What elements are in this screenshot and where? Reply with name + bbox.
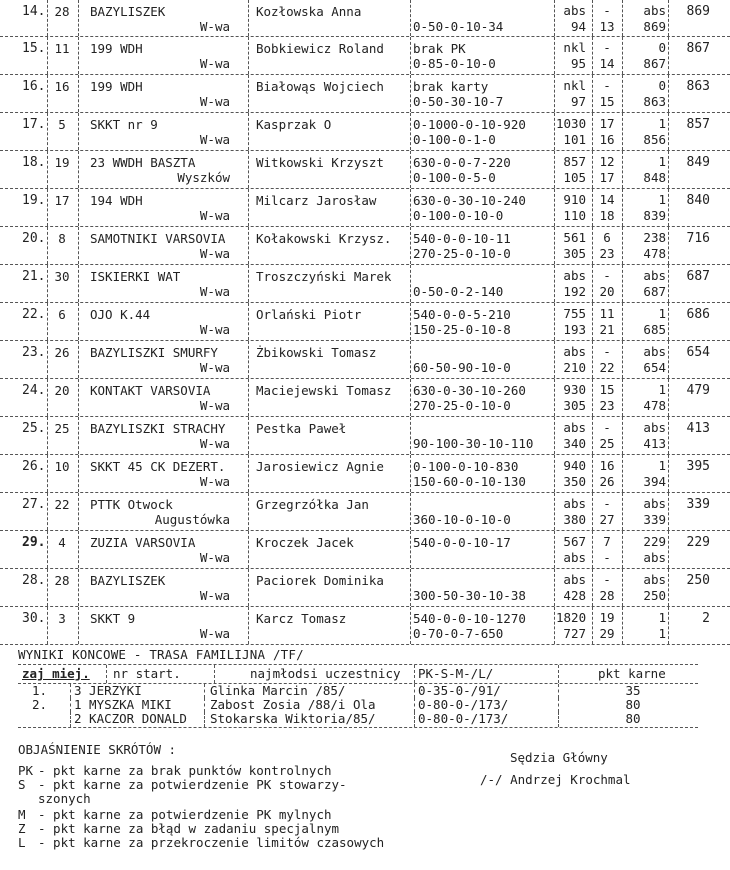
participant-name: Bobkiewicz Roland bbox=[256, 41, 384, 56]
participant-name: Pestka Paweł bbox=[256, 421, 347, 436]
legend-text: - pkt karne za przekroczenie limitów czasowych bbox=[38, 835, 385, 850]
score-b-2: 21 bbox=[599, 322, 615, 337]
score-b-2: 14 bbox=[599, 56, 615, 71]
participant-name: Orlański Piotr bbox=[256, 307, 362, 322]
score-c-2: 863 bbox=[643, 94, 666, 109]
penalty-line-2: 270-25-0-10-0 bbox=[413, 398, 511, 413]
team-city: W-wa bbox=[199, 94, 230, 109]
team-name: KONTAKT VARSOVIA bbox=[90, 383, 211, 398]
penalty-line-2: 0-100-0-5-0 bbox=[413, 170, 496, 185]
score-a-2: 305 bbox=[563, 398, 586, 413]
total-score: 413 bbox=[686, 421, 710, 436]
table-row bbox=[0, 531, 730, 569]
team-city: W-wa bbox=[199, 588, 230, 603]
pk-s-m-l: 0-80-0-/173/ bbox=[418, 711, 509, 726]
score-b-1: - bbox=[603, 420, 611, 435]
position: 26. bbox=[22, 459, 46, 474]
participant-name: Kroczek Jacek bbox=[256, 535, 354, 550]
start-number: 16 bbox=[54, 79, 70, 94]
position: 23. bbox=[22, 345, 46, 360]
total-score: 339 bbox=[686, 497, 710, 512]
penalty-line-2: 0-70-0-7-650 bbox=[413, 626, 504, 641]
team-city: W-wa bbox=[199, 19, 230, 34]
penalty-line-2: 90-100-30-10-110 bbox=[413, 436, 534, 451]
score-a-2: 210 bbox=[563, 360, 586, 375]
score-c-1: abs bbox=[643, 268, 666, 283]
start-number: 17 bbox=[54, 193, 70, 208]
score-a-2: 95 bbox=[570, 56, 586, 71]
score-a-1: 1820 bbox=[556, 610, 587, 625]
participant-name: Białowąs Wojciech bbox=[256, 79, 384, 94]
team-city: W-wa bbox=[199, 56, 230, 71]
score-c-2: 1 bbox=[658, 626, 666, 641]
team-name: 1 MYSZKA MIKI bbox=[74, 697, 172, 712]
score-b-2: 16 bbox=[599, 132, 615, 147]
position: 16. bbox=[22, 79, 46, 94]
score-b-1: 19 bbox=[599, 610, 615, 625]
score-c-1: 0 bbox=[658, 78, 666, 93]
team-city: W-wa bbox=[199, 436, 230, 451]
team-city: W-wa bbox=[199, 550, 230, 565]
score-b-2: 25 bbox=[599, 436, 615, 451]
column-header-youngest: najmłodsi uczestnicy bbox=[250, 666, 401, 681]
score-c-1: 1 bbox=[658, 382, 666, 397]
score-c-2: 867 bbox=[643, 56, 666, 71]
score-a-1: abs bbox=[563, 3, 586, 18]
team-name: SAMOTNIKI VARSOVIA bbox=[90, 231, 226, 246]
start-number: 10 bbox=[54, 459, 70, 474]
team-name: OJO K.44 bbox=[90, 307, 151, 322]
score-b-1: 6 bbox=[603, 230, 611, 245]
table-row bbox=[0, 379, 730, 417]
score-a-2: 340 bbox=[563, 436, 586, 451]
team-name: BAZYLISZKI STRACHY bbox=[90, 421, 226, 436]
score-c-1: abs bbox=[643, 420, 666, 435]
score-b-1: 12 bbox=[599, 154, 615, 169]
score-a-2: 380 bbox=[563, 512, 586, 527]
total-score: 2 bbox=[702, 611, 710, 626]
legend-text: szonych bbox=[38, 791, 91, 806]
score-c-2: 687 bbox=[643, 284, 666, 299]
position: 15. bbox=[22, 41, 46, 56]
score-a-1: nkl bbox=[563, 40, 586, 55]
penalty-line-1: 540-0-0-10-11 bbox=[413, 231, 511, 246]
score-b-2: 18 bbox=[599, 208, 615, 223]
total-score: 654 bbox=[686, 345, 710, 360]
penalty-line-1: 540-0-0-10-1270 bbox=[413, 611, 526, 626]
penalty-line-1: 630-0-30-10-260 bbox=[413, 383, 526, 398]
score-b-2: 29 bbox=[599, 626, 615, 641]
score-a-1: 561 bbox=[563, 230, 586, 245]
table-row bbox=[0, 341, 730, 379]
team-name: BAZYLISZKI SMURFY bbox=[90, 345, 218, 360]
score-c-1: 1 bbox=[658, 154, 666, 169]
penalty-line-1: 540-0-0-5-210 bbox=[413, 307, 511, 322]
score-c-2: 856 bbox=[643, 132, 666, 147]
penalty-line-1: brak karty bbox=[413, 79, 489, 94]
team-city: W-wa bbox=[199, 398, 230, 413]
table-row bbox=[0, 417, 730, 455]
total-score: 395 bbox=[686, 459, 710, 474]
penalty-line-2: 0-50-0-10-34 bbox=[413, 19, 504, 34]
position: 20. bbox=[22, 231, 46, 246]
table-row bbox=[0, 569, 730, 607]
score-a-1: nkl bbox=[563, 78, 586, 93]
score-a-1: 1030 bbox=[556, 116, 587, 131]
position: 25. bbox=[22, 421, 46, 436]
score-b-2: - bbox=[603, 550, 611, 565]
score-b-1: - bbox=[603, 3, 611, 18]
participant-name: Jarosiewicz Agnie bbox=[256, 459, 384, 474]
penalty-line-1: brak PK bbox=[413, 41, 466, 56]
score-c-1: 1 bbox=[658, 458, 666, 473]
start-number: 11 bbox=[54, 41, 70, 56]
position: 27. bbox=[22, 497, 46, 512]
score-c-1: 1 bbox=[658, 192, 666, 207]
total-score: 867 bbox=[686, 41, 710, 56]
score-b-1: 14 bbox=[599, 192, 615, 207]
participant-name: Milcarz Jarosław bbox=[256, 193, 377, 208]
position: 22. bbox=[22, 307, 46, 322]
table-row bbox=[0, 113, 730, 151]
team-city: W-wa bbox=[199, 208, 230, 223]
legend-title: OBJAŚNIENIE SKRÓTÓW : bbox=[18, 742, 177, 757]
penalty-line-2: 0-50-30-10-7 bbox=[413, 94, 504, 109]
total-score: 863 bbox=[686, 79, 710, 94]
start-number: 25 bbox=[54, 421, 70, 436]
position: 21. bbox=[22, 269, 46, 284]
team-city: W-wa bbox=[199, 132, 230, 147]
score-b-1: - bbox=[603, 78, 611, 93]
team-name: ISKIERKI WAT bbox=[90, 269, 181, 284]
position: 18. bbox=[22, 155, 46, 170]
score-a-2: 94 bbox=[570, 19, 586, 34]
participant-name: Witkowski Krzyszt bbox=[256, 155, 384, 170]
legend-key: M bbox=[18, 807, 26, 822]
youngest-participants: Stokarska Wiktoria/85/ bbox=[210, 711, 376, 726]
score-b-1: - bbox=[603, 572, 611, 587]
column-header-place: zaj miej. bbox=[22, 666, 90, 681]
place: 1. bbox=[32, 683, 48, 698]
position: 17. bbox=[22, 117, 46, 132]
total-score: 479 bbox=[686, 383, 710, 398]
table-row bbox=[0, 227, 730, 265]
score-b-1: 17 bbox=[599, 116, 615, 131]
team-name: 199 WDH bbox=[90, 79, 143, 94]
score-c-1: 238 bbox=[643, 230, 666, 245]
score-c-2: 848 bbox=[643, 170, 666, 185]
score-a-2: 101 bbox=[563, 132, 586, 147]
youngest-participants: Zabost Zosia /88/i Ola bbox=[210, 697, 376, 712]
position: 24. bbox=[22, 383, 46, 398]
table-row bbox=[18, 698, 698, 712]
team-name: 23 WWDH BASZTA bbox=[90, 155, 196, 170]
penalty-line-1: 630-0-0-7-220 bbox=[413, 155, 511, 170]
score-c-2: abs bbox=[643, 550, 666, 565]
table-row bbox=[0, 303, 730, 341]
score-a-2: 110 bbox=[563, 208, 586, 223]
score-c-2: 685 bbox=[643, 322, 666, 337]
team-city: W-wa bbox=[199, 284, 230, 299]
penalty-line-2: 0-50-0-2-140 bbox=[413, 284, 504, 299]
score-c-1: 0 bbox=[658, 40, 666, 55]
score-c-2: 339 bbox=[643, 512, 666, 527]
score-a-2: 428 bbox=[563, 588, 586, 603]
team-city: W-wa bbox=[199, 322, 230, 337]
place: 2. bbox=[32, 697, 48, 712]
score-b-1: - bbox=[603, 40, 611, 55]
score-a-2: 193 bbox=[563, 322, 586, 337]
score-c-2: 394 bbox=[643, 474, 666, 489]
position: 30. bbox=[22, 611, 46, 626]
total-score: 857 bbox=[686, 117, 710, 132]
score-b-1: 11 bbox=[599, 306, 615, 321]
team-name: 3 JERZYKI bbox=[74, 683, 142, 698]
score-b-2: 23 bbox=[599, 398, 615, 413]
penalty-line-1: 630-0-30-10-240 bbox=[413, 193, 526, 208]
table-row bbox=[0, 0, 730, 37]
score-a-1: 857 bbox=[563, 154, 586, 169]
participant-name: Troszczyński Marek bbox=[256, 269, 392, 284]
participant-name: Karcz Tomasz bbox=[256, 611, 347, 626]
penalty-points: 80 bbox=[625, 711, 641, 726]
legend-key: Z bbox=[18, 821, 26, 836]
score-b-2: 20 bbox=[599, 284, 615, 299]
start-number: 22 bbox=[54, 497, 70, 512]
family-route-table bbox=[18, 664, 698, 728]
score-a-1: abs bbox=[563, 268, 586, 283]
penalty-line-2: 0-100-0-10-0 bbox=[413, 208, 504, 223]
score-b-1: - bbox=[603, 344, 611, 359]
team-name: ZUZIA VARSOVIA bbox=[90, 535, 196, 550]
score-a-2: 305 bbox=[563, 246, 586, 261]
score-a-2: 350 bbox=[563, 474, 586, 489]
score-c-1: abs bbox=[643, 496, 666, 511]
table-row bbox=[0, 607, 730, 645]
score-a-1: 940 bbox=[563, 458, 586, 473]
score-b-2: 22 bbox=[599, 360, 615, 375]
position: 29. bbox=[22, 535, 46, 550]
penalty-line-2: 150-60-0-10-130 bbox=[413, 474, 526, 489]
start-number: 19 bbox=[54, 155, 70, 170]
score-b-2: 23 bbox=[599, 246, 615, 261]
score-a-1: 930 bbox=[563, 382, 586, 397]
team-name: SKKT 9 bbox=[90, 611, 136, 626]
penalty-line-2: 0-85-0-10-0 bbox=[413, 56, 496, 71]
score-b-1: 7 bbox=[603, 534, 611, 549]
youngest-participants: Glinka Marcin /85/ bbox=[210, 683, 346, 698]
penalty-line-1: 0-100-0-10-830 bbox=[413, 459, 519, 474]
penalty-line-2: 360-10-0-10-0 bbox=[413, 512, 511, 527]
score-c-2: 478 bbox=[643, 398, 666, 413]
table-row bbox=[0, 189, 730, 227]
participant-name: Grzegrzółka Jan bbox=[256, 497, 369, 512]
score-a-2: 192 bbox=[563, 284, 586, 299]
position: 14. bbox=[22, 4, 46, 19]
score-b-2: 27 bbox=[599, 512, 615, 527]
team-city: W-wa bbox=[199, 626, 230, 641]
legend-key: PK bbox=[18, 763, 34, 778]
penalty-line-2: 60-50-90-10-0 bbox=[413, 360, 511, 375]
score-a-1: abs bbox=[563, 572, 586, 587]
penalty-points: 80 bbox=[625, 697, 641, 712]
score-a-1: 910 bbox=[563, 192, 586, 207]
total-score: 687 bbox=[686, 269, 710, 284]
score-b-1: - bbox=[603, 268, 611, 283]
penalty-points: 35 bbox=[625, 683, 641, 698]
score-a-1: abs bbox=[563, 344, 586, 359]
total-score: 840 bbox=[686, 193, 710, 208]
column-header-points: pkt karne bbox=[598, 666, 666, 681]
score-c-1: 1 bbox=[658, 306, 666, 321]
score-a-2: 727 bbox=[563, 626, 586, 641]
total-score: 229 bbox=[686, 535, 710, 550]
judge-title: Sędzia Główny bbox=[510, 750, 608, 765]
table-row bbox=[18, 712, 698, 728]
score-b-1: 16 bbox=[599, 458, 615, 473]
position: 19. bbox=[22, 193, 46, 208]
penalty-line-2: 0-100-0-1-0 bbox=[413, 132, 496, 147]
total-score: 716 bbox=[686, 231, 710, 246]
start-number: 5 bbox=[58, 117, 66, 132]
penalty-line-2: 300-50-30-10-38 bbox=[413, 588, 526, 603]
score-c-1: 1 bbox=[658, 610, 666, 625]
family-route-title: WYNIKI KONCOWE - TRASA FAMILIJNA /TF/ bbox=[18, 647, 304, 662]
score-b-2: 28 bbox=[599, 588, 615, 603]
table-row bbox=[0, 75, 730, 113]
table-header bbox=[18, 664, 698, 684]
participant-name: Żbikowski Tomasz bbox=[256, 345, 377, 360]
penalty-line-2: 150-25-0-10-8 bbox=[413, 322, 511, 337]
score-c-2: 869 bbox=[643, 19, 666, 34]
table-row bbox=[0, 455, 730, 493]
score-c-1: abs bbox=[643, 572, 666, 587]
team-city: W-wa bbox=[199, 360, 230, 375]
penalty-line-1: 0-1000-0-10-920 bbox=[413, 117, 526, 132]
participant-name: Maciejewski Tomasz bbox=[256, 383, 392, 398]
penalty-line-1: 540-0-0-10-17 bbox=[413, 535, 511, 550]
total-score: 869 bbox=[686, 4, 710, 19]
score-c-2: 654 bbox=[643, 360, 666, 375]
team-name: 2 KACZOR DONALD bbox=[74, 711, 187, 726]
score-c-1: abs bbox=[643, 344, 666, 359]
team-name: PTTK Otwock bbox=[90, 497, 173, 512]
start-number: 28 bbox=[54, 4, 70, 19]
score-a-1: 567 bbox=[563, 534, 586, 549]
legend-text: - pkt karne za błąd w zadaniu specjalnym bbox=[38, 821, 340, 836]
start-number: 4 bbox=[58, 535, 66, 550]
score-c-2: 839 bbox=[643, 208, 666, 223]
score-a-2: 97 bbox=[570, 94, 586, 109]
score-b-2: 17 bbox=[599, 170, 615, 185]
legend-text: - pkt karne za potwierdzenie PK mylnych bbox=[38, 807, 332, 822]
legend-key: L bbox=[18, 835, 26, 850]
start-number: 30 bbox=[54, 269, 70, 284]
total-score: 686 bbox=[686, 307, 710, 322]
participant-name: Kozłowska Anna bbox=[256, 4, 362, 19]
team-name: BAZYLISZEK bbox=[90, 573, 166, 588]
participant-name: Kasprzak O bbox=[256, 117, 332, 132]
start-number: 26 bbox=[54, 345, 70, 360]
start-number: 20 bbox=[54, 383, 70, 398]
position: 28. bbox=[22, 573, 46, 588]
judge-name: /-/ Andrzej Krochmal bbox=[480, 772, 631, 787]
score-c-1: 229 bbox=[643, 534, 666, 549]
legend-text: - pkt karne za brak punktów kontrolnych bbox=[38, 763, 332, 778]
team-name: SKKT 45 CK DEZERT. bbox=[90, 459, 226, 474]
score-b-2: 26 bbox=[599, 474, 615, 489]
legend-key: S bbox=[18, 777, 26, 792]
legend-text: - pkt karne za potwierdzenie PK stowarzy- bbox=[38, 777, 347, 792]
column-header-start-number: nr start. bbox=[113, 666, 181, 681]
start-number: 8 bbox=[58, 231, 66, 246]
score-c-2: 413 bbox=[643, 436, 666, 451]
pk-s-m-l: 0-80-0-/173/ bbox=[418, 697, 509, 712]
table-row bbox=[0, 493, 730, 531]
table-row bbox=[0, 151, 730, 189]
table-row bbox=[0, 265, 730, 303]
score-b-2: 13 bbox=[599, 19, 615, 34]
team-name: SKKT nr 9 bbox=[90, 117, 158, 132]
score-c-1: abs bbox=[643, 3, 666, 18]
team-name: 199 WDH bbox=[90, 41, 143, 56]
score-c-1: 1 bbox=[658, 116, 666, 131]
team-name: 194 WDH bbox=[90, 193, 143, 208]
total-score: 849 bbox=[686, 155, 710, 170]
penalty-line-2: 270-25-0-10-0 bbox=[413, 246, 511, 261]
team-name: BAZYLISZEK bbox=[90, 4, 166, 19]
table-row bbox=[18, 684, 698, 698]
team-city: W-wa bbox=[199, 246, 230, 261]
team-city: W-wa bbox=[199, 474, 230, 489]
pk-s-m-l: 0-35-0-/91/ bbox=[418, 683, 501, 698]
participant-name: Paciorek Dominika bbox=[256, 573, 384, 588]
participant-name: Kołakowski Krzysz. bbox=[256, 231, 392, 246]
score-b-1: 15 bbox=[599, 382, 615, 397]
score-b-1: - bbox=[603, 496, 611, 511]
total-score: 250 bbox=[686, 573, 710, 588]
score-a-1: abs bbox=[563, 496, 586, 511]
score-b-2: 15 bbox=[599, 94, 615, 109]
score-a-2: 105 bbox=[563, 170, 586, 185]
column-header-pk: PK-S-M-/L/ bbox=[418, 666, 494, 681]
table-row bbox=[0, 37, 730, 75]
score-a-2: abs bbox=[563, 550, 586, 565]
team-city: Wyszków bbox=[177, 170, 230, 185]
team-city: Augustówka bbox=[154, 512, 230, 527]
score-a-1: abs bbox=[563, 420, 586, 435]
start-number: 28 bbox=[54, 573, 70, 588]
score-c-2: 250 bbox=[643, 588, 666, 603]
start-number: 6 bbox=[58, 307, 66, 322]
start-number: 3 bbox=[58, 611, 66, 626]
score-a-1: 755 bbox=[563, 306, 586, 321]
score-c-2: 478 bbox=[643, 246, 666, 261]
